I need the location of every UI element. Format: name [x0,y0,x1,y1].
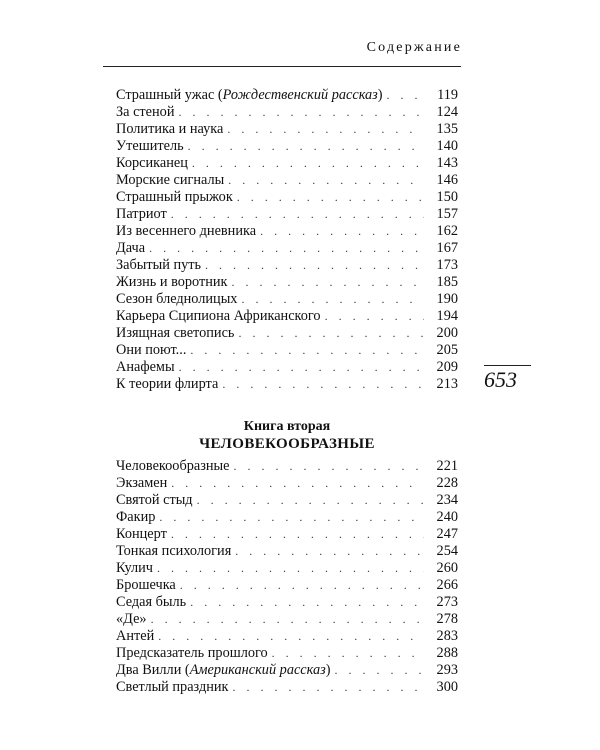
toc-entry [116,87,458,104]
toc-entry-title-text: «Де» [116,611,147,627]
toc-entry-title [116,87,383,104]
toc-entry-title-text: Предсказатель прошлого [116,645,268,661]
toc-entry-page: 190 [436,291,458,307]
toc-entry-page: 228 [436,475,458,491]
toc-entry-title-text: Они поют... [116,342,187,358]
dot-leader [232,274,425,291]
toc-entry [116,104,458,121]
toc-entry [116,155,458,172]
toc-entry-title-text: Антей [116,628,155,644]
toc-entry-title [116,257,201,274]
dot-leader [178,104,424,121]
dot-leader [233,458,424,475]
toc-entry-page: 119 [437,87,458,103]
toc-entry-title-text: Утешитель [116,138,184,154]
book-title: ЧЕЛОВЕКООБРАЗНЫЕ [199,436,375,452]
toc-entry [116,189,458,206]
toc-entry-title [116,577,176,594]
book-subtitle: Книга вторая [243,419,331,434]
toc-entry-title-text: Факир [116,509,156,525]
toc-entry-title-text: Забытый путь [116,257,202,273]
header-rule [103,66,461,67]
toc-list-part1 [116,87,458,393]
toc-entry [116,342,458,359]
dot-leader [158,628,424,645]
toc-entry-page: 240 [436,509,458,525]
toc-entry-title [116,155,188,172]
dot-leader [235,543,424,560]
dot-leader [149,240,424,257]
toc-entry-subtitle: Рождественский рассказ [222,87,378,103]
page-number: 653 [484,367,517,392]
dot-leader [157,560,424,577]
toc-entry-title-text: Страшный ужас ( [116,87,223,103]
toc-entry-title-text: Изящная светопись [116,325,235,341]
toc-entry [116,577,458,594]
toc-entry-title [116,206,167,223]
toc-entry [116,611,458,628]
toc-entry-page: 273 [436,594,458,610]
toc-entry-title-text: Экзамен [116,475,168,491]
toc-entry-title [116,543,231,560]
toc-entry-title-text: Жизнь и воротник [116,274,228,290]
toc-entry-title-text: Морские сигналы [116,172,225,188]
dot-leader [171,526,424,543]
toc-entry [116,543,458,560]
toc-entry [116,206,458,223]
toc-entry [116,138,458,155]
toc-entry-title-end: ) [325,662,331,678]
toc-list-part2 [116,458,458,696]
toc-entry-page: 140 [436,138,458,154]
dot-leader [205,257,424,274]
toc-entry-title [116,645,268,662]
toc-entry [116,240,458,257]
toc-entry [116,223,458,240]
toc-entry-title-text: Патриот [116,206,167,222]
toc-entry-title-text: Сезон бледнолицых [116,291,238,307]
toc-entry-page: 247 [436,526,458,542]
toc-entry-title [116,189,233,206]
dot-leader [179,359,424,376]
toc-entry [116,628,458,645]
toc-entry-title [116,458,229,475]
toc-entry-title [116,679,228,696]
toc-entry-page: 300 [436,679,458,695]
toc-entry [116,679,458,696]
toc-entry-title [116,662,330,679]
toc-entry [116,560,458,577]
toc-entry-title [116,509,155,526]
toc-entry-title [116,628,154,645]
toc-entry-title [116,560,153,577]
toc-entry-page: 124 [436,104,458,120]
toc-entry-page: 209 [436,359,458,375]
toc-entry-title [116,240,145,257]
dot-leader [228,172,424,189]
toc-entry-title [116,291,237,308]
toc-entry-title [116,594,186,611]
dot-leader [180,577,424,594]
toc-entry-title [116,274,228,291]
toc-entry-title-text: Анафемы [116,359,175,375]
toc-entry-page: 288 [436,645,458,661]
toc-entry [116,458,458,475]
toc-entry-title-text: Светлый праздник [116,679,229,695]
toc-entry [116,325,458,342]
page-number-rule [484,365,531,366]
toc-entry-title-text: Дача [116,240,146,256]
toc-entry-title-text: Человекообразные [116,458,230,474]
toc-entry-page: 260 [436,560,458,576]
toc-entry [116,376,458,393]
toc-entry-title-text: Два Вилли ( [116,662,190,678]
toc-entry-title [116,104,174,121]
toc-entry [116,526,458,543]
toc-entry-page: 173 [436,257,458,273]
dot-leader [171,206,424,223]
toc-entry-page: 167 [436,240,458,256]
dot-leader [222,376,424,393]
toc-entry-title-text: Карьера Сципиона Африканского [116,308,321,324]
toc-entry-title-text: Концерт [116,526,167,542]
toc-entry-title [116,308,321,325]
toc-entry-page: 234 [436,492,458,508]
toc-entry-title-text: Политика и наука [116,121,224,137]
toc-entry [116,308,458,325]
toc-entry-page: 150 [436,189,458,205]
toc-entry-page: 266 [436,577,458,593]
toc-entry [116,645,458,662]
toc-entry-page: 213 [436,376,458,392]
toc-entry [116,291,458,308]
dot-leader [260,223,424,240]
dot-leader [190,594,424,611]
toc-entry [116,274,458,291]
toc-entry-title-text: Страшный прыжок [116,189,233,205]
toc-entry-page: 221 [436,458,458,474]
toc-entry-title [116,138,184,155]
toc-entry-page: 293 [436,662,458,678]
dot-leader [238,325,424,342]
dot-leader [241,291,424,308]
dot-leader [159,509,424,526]
toc-entry-title [116,121,223,138]
book-heading [116,418,458,454]
toc-entry-title-text: Святой стыд [116,492,193,508]
dot-leader [190,342,424,359]
dot-leader [188,138,424,155]
toc-entry-page: 194 [436,308,458,324]
toc-entry-page: 278 [436,611,458,627]
toc-entry-title-text: Тонкая психология [116,543,232,559]
dot-leader [232,679,424,696]
toc-entry-title [116,526,167,543]
toc-entry-title-text: За стеной [116,104,175,120]
dot-leader [171,475,424,492]
toc-entry-title-text: Брошечка [116,577,176,593]
toc-entry-title [116,359,175,376]
toc-entry [116,662,458,679]
toc-entry-page: 157 [436,206,458,222]
toc-entry-page: 205 [436,342,458,358]
dot-leader [197,492,424,509]
toc-entry [116,492,458,509]
toc-entry-title-end: ) [377,87,383,103]
toc-entry-title-text: Корсиканец [116,155,188,171]
toc-entry [116,475,458,492]
toc-entry-title [116,172,224,189]
dot-leader [227,121,424,138]
toc-entry-page: 135 [436,121,458,137]
dot-leader [334,662,424,679]
dot-leader [192,155,424,172]
toc-entry-title [116,475,167,492]
toc-entry-title-text: Из весеннего дневника [116,223,257,239]
toc-entry-page: 143 [436,155,458,171]
toc-entry-subtitle: Американский рассказ [189,662,326,678]
toc-entry-page: 146 [436,172,458,188]
toc-entry-page: 162 [436,223,458,239]
toc-entry-title [116,325,234,342]
toc-entry-page: 283 [436,628,458,644]
toc-entry-title-text: Седая быль [116,594,187,610]
dot-leader [237,189,424,206]
toc-entry [116,359,458,376]
toc-entry-title [116,223,256,240]
toc-entry-title-text: К теории флирта [116,376,219,392]
toc-entry [116,594,458,611]
toc-entry-title [116,376,218,393]
toc-entry [116,121,458,138]
dot-leader [272,645,424,662]
dot-leader [387,87,424,104]
toc-entry-title [116,611,147,628]
toc-entry [116,257,458,274]
toc-entry-page: 185 [436,274,458,290]
toc-entry-page: 254 [436,543,458,559]
toc-entry [116,509,458,526]
dot-leader [151,611,424,628]
toc-entry-page: 200 [436,325,458,341]
dot-leader [325,308,424,325]
running-header: Содержание [366,40,462,55]
toc-entry-title [116,342,186,359]
toc-entry [116,172,458,189]
toc-entry-title-text: Кулич [116,560,153,576]
toc-entry-title [116,492,193,509]
